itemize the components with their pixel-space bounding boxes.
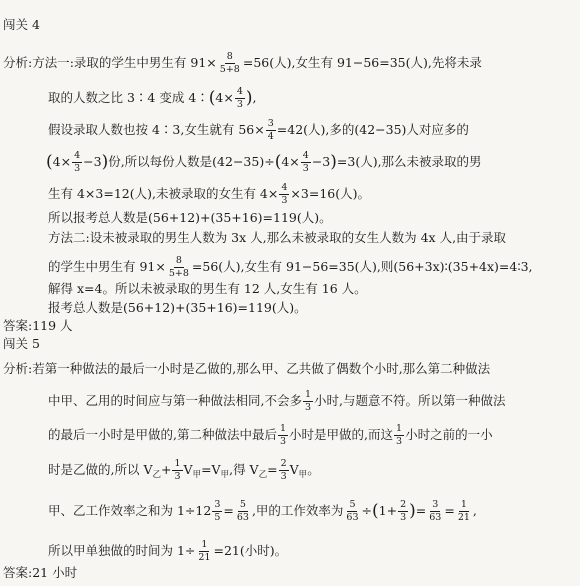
fraction: $\frac{5}{63}$ <box>346 499 359 523</box>
level5-line2: 中甲、乙用的时间应与第一种做法相同,不会多 $\frac{1}{3}$ 小时,与题意不符。所以第一种做法 <box>48 389 506 413</box>
fraction: $\frac{3}{4}$ <box>267 118 274 142</box>
level4-line8: 的学生中男生有 91× $\frac{8}{5+8}$ =56(人),女生有 91−56=35(人),则(56+3x)∶(35+4x)=4∶3, <box>48 255 533 279</box>
level5-answer: 答案:21 小时 <box>3 565 78 580</box>
level5-line1: 分析:若第一种做法的最后一小时是乙做的,那么甲、乙共做了偶数个小时,那么第二种做法 <box>3 361 491 376</box>
fraction: $\frac{2}{3}$ <box>280 458 287 482</box>
level4-line6: 所以报考总人数是(56+12)+(35+16)=119(人)。 <box>48 210 332 225</box>
fraction: $\frac{5}{63}$ <box>236 499 249 523</box>
level4-line3: 假设录取人数也按 4∶3,女生就有 56× $\frac{3}{4}$ =42(人),多的(42−35)人对应多的 <box>48 118 469 142</box>
fraction: $\frac{4}{3}$ <box>74 150 81 174</box>
level4-line4: (4× $\frac{4}{3}$ −3)份,所以每份人数是(42−35)÷(4× $\frac{4}{3}$ −3)=3(人),那么未被录取的男 <box>46 150 482 174</box>
analysis-label: 分析: <box>3 54 33 70</box>
fraction: $\frac{1}{3}$ <box>279 423 287 447</box>
level4-line5: 生有 4×3=12(人),未被录取的女生有 4× $\frac{4}{3}$ ×3=16(人)。 <box>48 182 370 206</box>
fraction: $\frac{1}{3}$ <box>304 389 312 413</box>
fraction: $\frac{4}{3}$ <box>281 182 288 206</box>
analysis-label: 分析: <box>3 361 33 376</box>
level5-line3: 的最后一小时是甲做的,第二种做法中最后 $\frac{1}{3}$ 小时是甲做的,而这 $\frac{1}{3}$ 小时之前的一小 <box>48 423 493 447</box>
level4-title: 闯关 4 <box>3 17 40 32</box>
fraction: $\frac{4}{3}$ <box>302 150 309 174</box>
fraction: $\frac{8}{5+8}$ <box>168 255 189 279</box>
fraction: $\frac{3}{5}$ <box>214 499 221 523</box>
fraction: $\frac{8}{5+8}$ <box>219 51 240 75</box>
fraction: $\frac{1}{3}$ <box>396 423 403 447</box>
level4-line9: 解得 x=4。所以未被录取的男生有 12 人,女生有 16 人。 <box>48 281 367 296</box>
level5-line6: 所以甲单独做的时间为 1÷ $\frac{1}{21}$ =21(小时)。 <box>48 539 288 563</box>
level4-answer: 答案:119 人 <box>3 318 73 333</box>
level4-line1: 分析:方法一:录取的学生中男生有 91× $\frac{8}{5+8}$ =56(人),女生有 91−56=35(人),先将未录 <box>3 51 482 75</box>
fraction: $\frac{1}{3}$ <box>174 458 181 482</box>
level5-title: 闯关 5 <box>3 336 40 351</box>
fraction: $\frac{1}{21}$ <box>198 539 211 563</box>
level5-line4: 时是乙做的,所以 $V_乙+$ $\frac{1}{3}$ $V_甲=V_甲$,得 $V_乙=$ $\frac{2}{3}$ $V_甲$。 <box>48 458 320 482</box>
level4-line7: 方法二:设未被录取的男生人数为 3x 人,那么未被录取的女生人数为 4x 人,由于录取 <box>48 230 507 245</box>
level5-line5: 甲、乙工作效率之和为 1÷12 $\frac{3}{5}$ = $\frac{5}{63}$ ,甲的工作效率为 $\frac{5}{63}$ ÷(1+ $\frac{2}{3}$ )= $\frac{3}{63}$ = $\frac{1}{21}$ , <box>48 499 477 523</box>
fraction: $\frac{3}{63}$ <box>429 499 442 523</box>
fraction: $\frac{4}{3}$ <box>236 86 243 110</box>
fraction: $\frac{1}{21}$ <box>457 499 470 523</box>
fraction: $\frac{2}{3}$ <box>400 499 407 523</box>
level4-line2: 取的人数之比 3∶4 变成 4∶(4× $\frac{4}{3}$ ), <box>48 86 257 110</box>
level4-line10: 报考总人数是(56+12)+(35+16)=119(人)。 <box>48 300 307 315</box>
